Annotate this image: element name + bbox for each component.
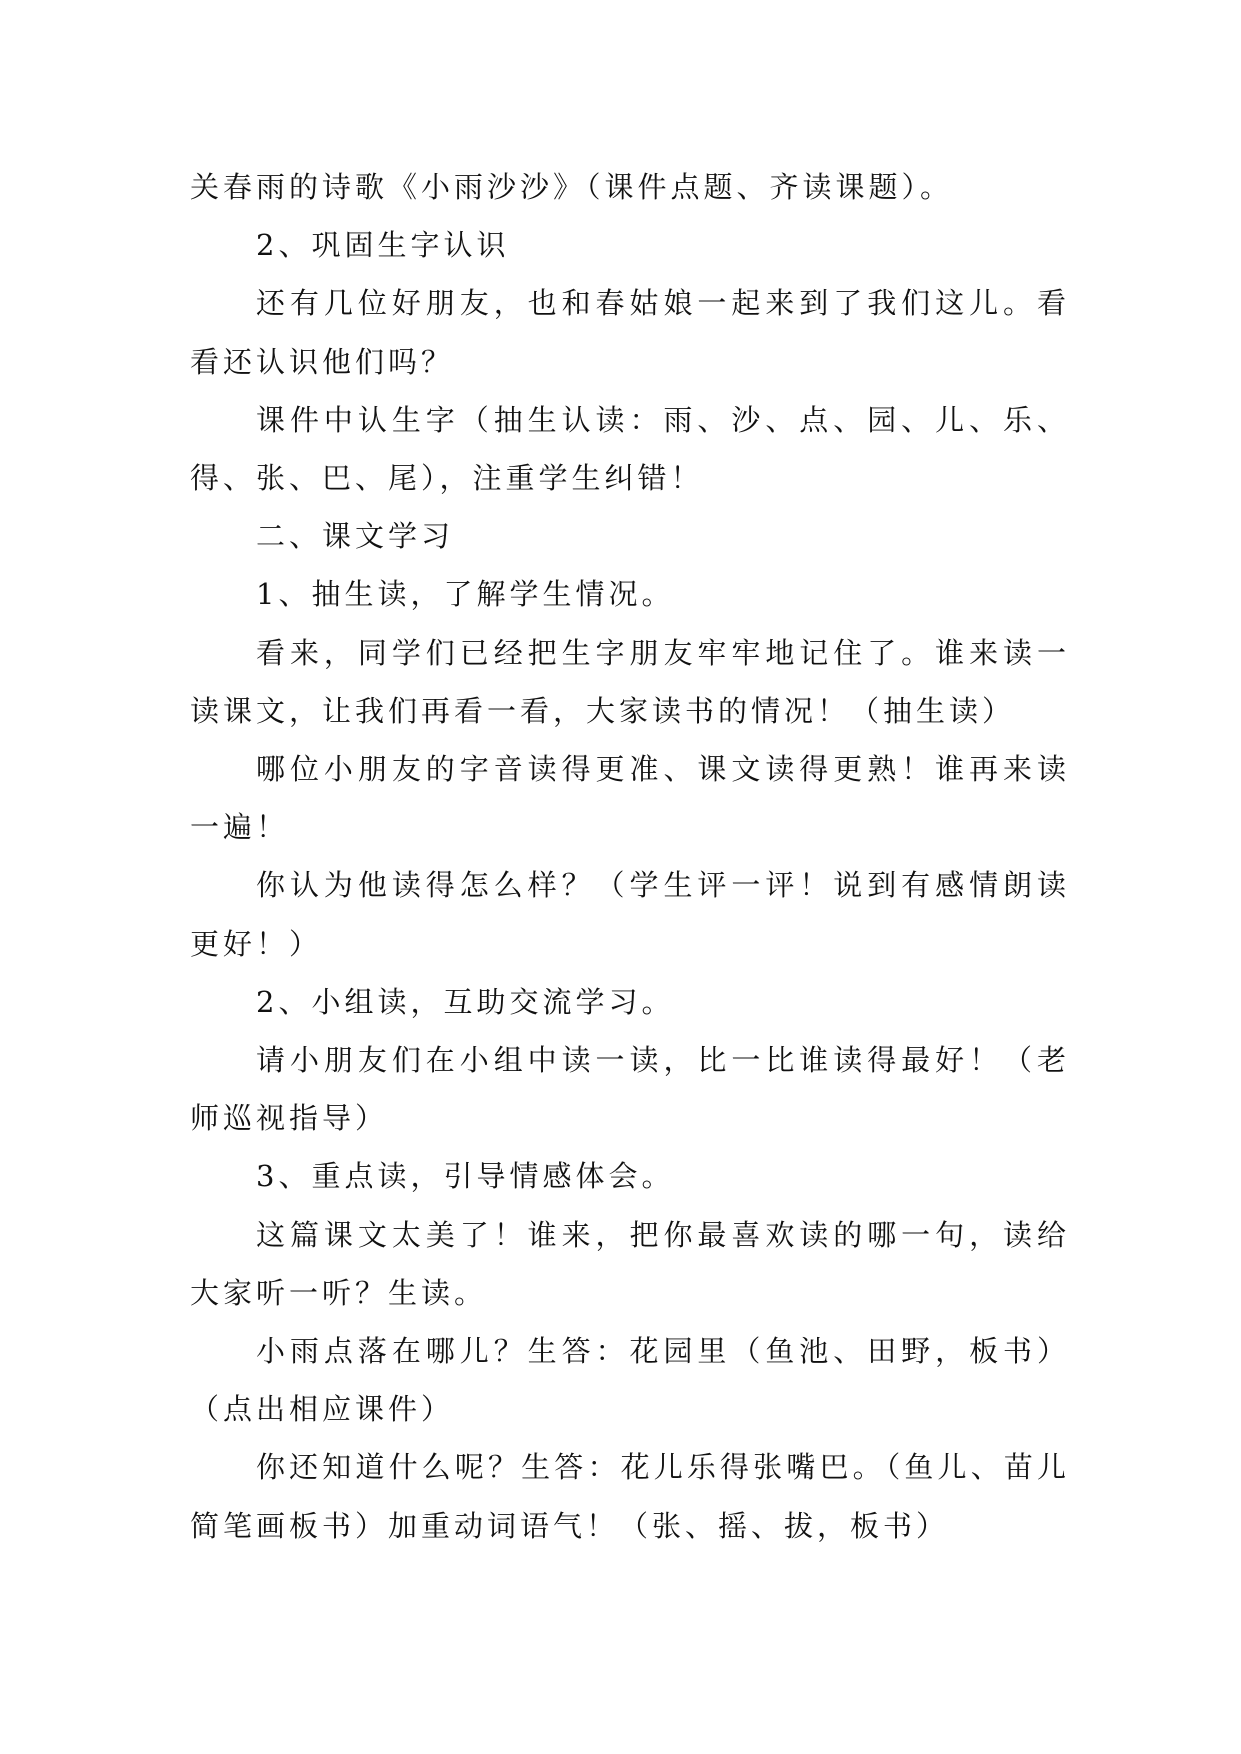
paragraph: 2、巩固生字认识 xyxy=(256,228,510,263)
paragraph: 请小朋友们在小组中读一读，比一比谁读得最好！（老师巡视指导） xyxy=(190,1043,1070,1136)
paragraph: 还有几位好朋友，也和春姑娘一起来到了我们这儿。看看还认识他们吗？ xyxy=(190,286,1070,379)
document-body xyxy=(190,158,1070,1555)
paragraph: 你认为他读得怎么样？（学生评一评！说到有感情朗读更好！） xyxy=(190,868,1070,961)
paragraph: 哪位小朋友的字音读得更准、课文读得更熟！谁再来读一遍！ xyxy=(190,752,1070,845)
paragraph: 看来，同学们已经把生字朋友牢牢地记住了。谁来读一读课文，让我们再看一看，大家读书的情况！（抽生读） xyxy=(190,635,1070,728)
paragraph: 1、抽生读，了解学生情况。 xyxy=(256,577,675,612)
paragraph: 2、小组读，互助交流学习。 xyxy=(256,984,675,1019)
paragraph: 这篇课文太美了！谁来，把你最喜欢读的哪一句，读给大家听一听？生读。 xyxy=(190,1217,1070,1310)
paragraph: 关春雨的诗歌《小雨沙沙》（课件点题、齐读课题）。 xyxy=(190,170,954,204)
paragraph: 小雨点落在哪儿？生答：花园里（鱼池、田野，板书）（点出相应课件） xyxy=(190,1334,1070,1427)
paragraph: 课件中认生字（抽生认读：雨、沙、点、园、儿、乐、得、张、巴、尾），注重学生纠错！ xyxy=(190,402,1070,496)
paragraph: 你还知道什么呢？生答：花儿乐得张嘴巴。（鱼儿、苗儿简笔画板书）加重动词语气！（张、摇、拔，板书） xyxy=(190,1450,1070,1543)
section-heading: 二、课文学习 xyxy=(256,519,455,554)
paragraph: 3、重点读，引导情感体会。 xyxy=(256,1159,675,1194)
